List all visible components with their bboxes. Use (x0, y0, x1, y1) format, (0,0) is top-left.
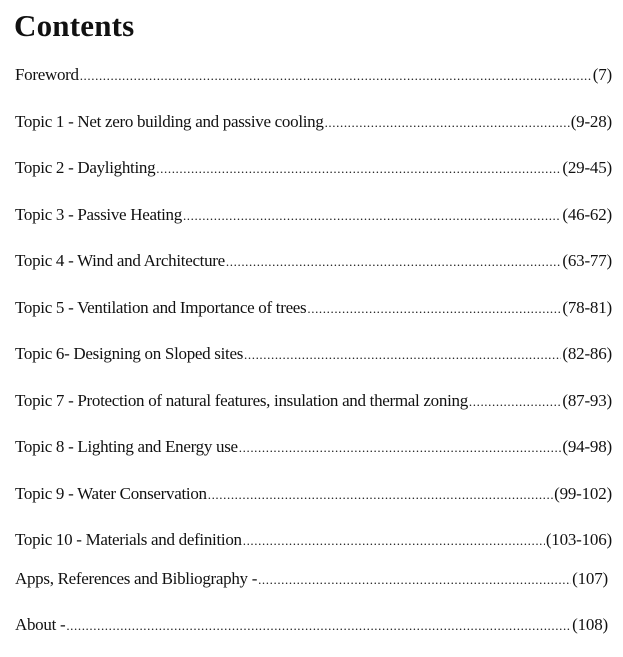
dot-leader (258, 567, 571, 591)
toc-entry-topic-10[interactable] (15, 528, 612, 552)
toc-entry-topic-5[interactable] (15, 296, 612, 320)
toc-entry-apps-references[interactable] (15, 567, 608, 591)
dot-leader (183, 203, 561, 227)
toc-entry-pages: (7) (592, 65, 612, 84)
toc-entry-topic-7[interactable] (15, 389, 612, 413)
toc-entry-topic-9[interactable] (15, 482, 612, 506)
dot-leader (66, 613, 571, 637)
dot-leader (243, 528, 545, 552)
toc-entry-label: Topic 9 - Water Conservation (15, 484, 207, 503)
dot-leader (239, 435, 562, 459)
toc-entry-pages: (78-81) (562, 298, 612, 317)
toc-entry-label: Topic 7 - Protection of natural features, insulation and thermal zoning (15, 391, 468, 410)
toc-entry-pages: (46-62) (562, 205, 612, 224)
toc-entry-label: Topic 3 - Passive Heating (15, 205, 182, 224)
toc-entry-pages: (63-77) (562, 251, 612, 270)
toc-entry-label: Topic 8 - Lighting and Energy use (15, 437, 238, 456)
toc-entry-pages: (29-45) (562, 158, 612, 177)
toc-entry-label: Topic 2 - Daylighting (15, 158, 156, 177)
toc-entry-label: Topic 4 - Wind and Architecture (15, 251, 225, 270)
toc-entry-topic-2[interactable] (15, 156, 612, 180)
toc-entry-label: Foreword (15, 65, 79, 84)
toc-entry-label: Apps, References and Bibliography - (15, 569, 258, 588)
toc-entry-label: Topic 10 - Materials and definition (15, 530, 242, 549)
dot-leader (80, 63, 592, 87)
toc-entry-topic-1[interactable] (15, 110, 612, 134)
dot-leader (156, 156, 561, 180)
dot-leader (469, 389, 562, 413)
toc-entry-pages: (94-98) (562, 437, 612, 456)
toc-entry-topic-4[interactable] (15, 249, 612, 273)
page-title: Contents (14, 8, 135, 43)
toc-entry-pages: (99-102) (554, 484, 612, 503)
toc-entry-label: Topic 5 - Ventilation and Importance of trees (15, 298, 307, 317)
dot-leader (325, 110, 570, 134)
toc-entry-pages: (108) (572, 615, 608, 634)
dot-leader (244, 342, 561, 366)
toc-entry-pages: (87-93) (562, 391, 612, 410)
dot-leader (307, 296, 561, 320)
toc-entry-topic-6[interactable] (15, 342, 612, 366)
toc-entry-pages: (107) (572, 569, 608, 588)
dot-leader (226, 249, 561, 273)
toc-entry-label: Topic 1 - Net zero building and passive cooling (15, 112, 324, 131)
toc-entry-pages: (9-28) (570, 112, 612, 131)
toc-entry-about[interactable] (15, 613, 608, 637)
toc-entry-pages: (103-106) (545, 530, 612, 549)
table-of-contents (15, 0, 612, 657)
toc-entry-label: About - (15, 615, 66, 634)
toc-entry-topic-3[interactable] (15, 203, 612, 227)
toc-entry-foreword[interactable] (15, 63, 612, 87)
toc-entry-label: Topic 6- Designing on Sloped sites (15, 344, 244, 363)
toc-entry-pages: (82-86) (562, 344, 612, 363)
toc-entry-topic-8[interactable] (15, 435, 612, 459)
dot-leader (208, 482, 553, 506)
